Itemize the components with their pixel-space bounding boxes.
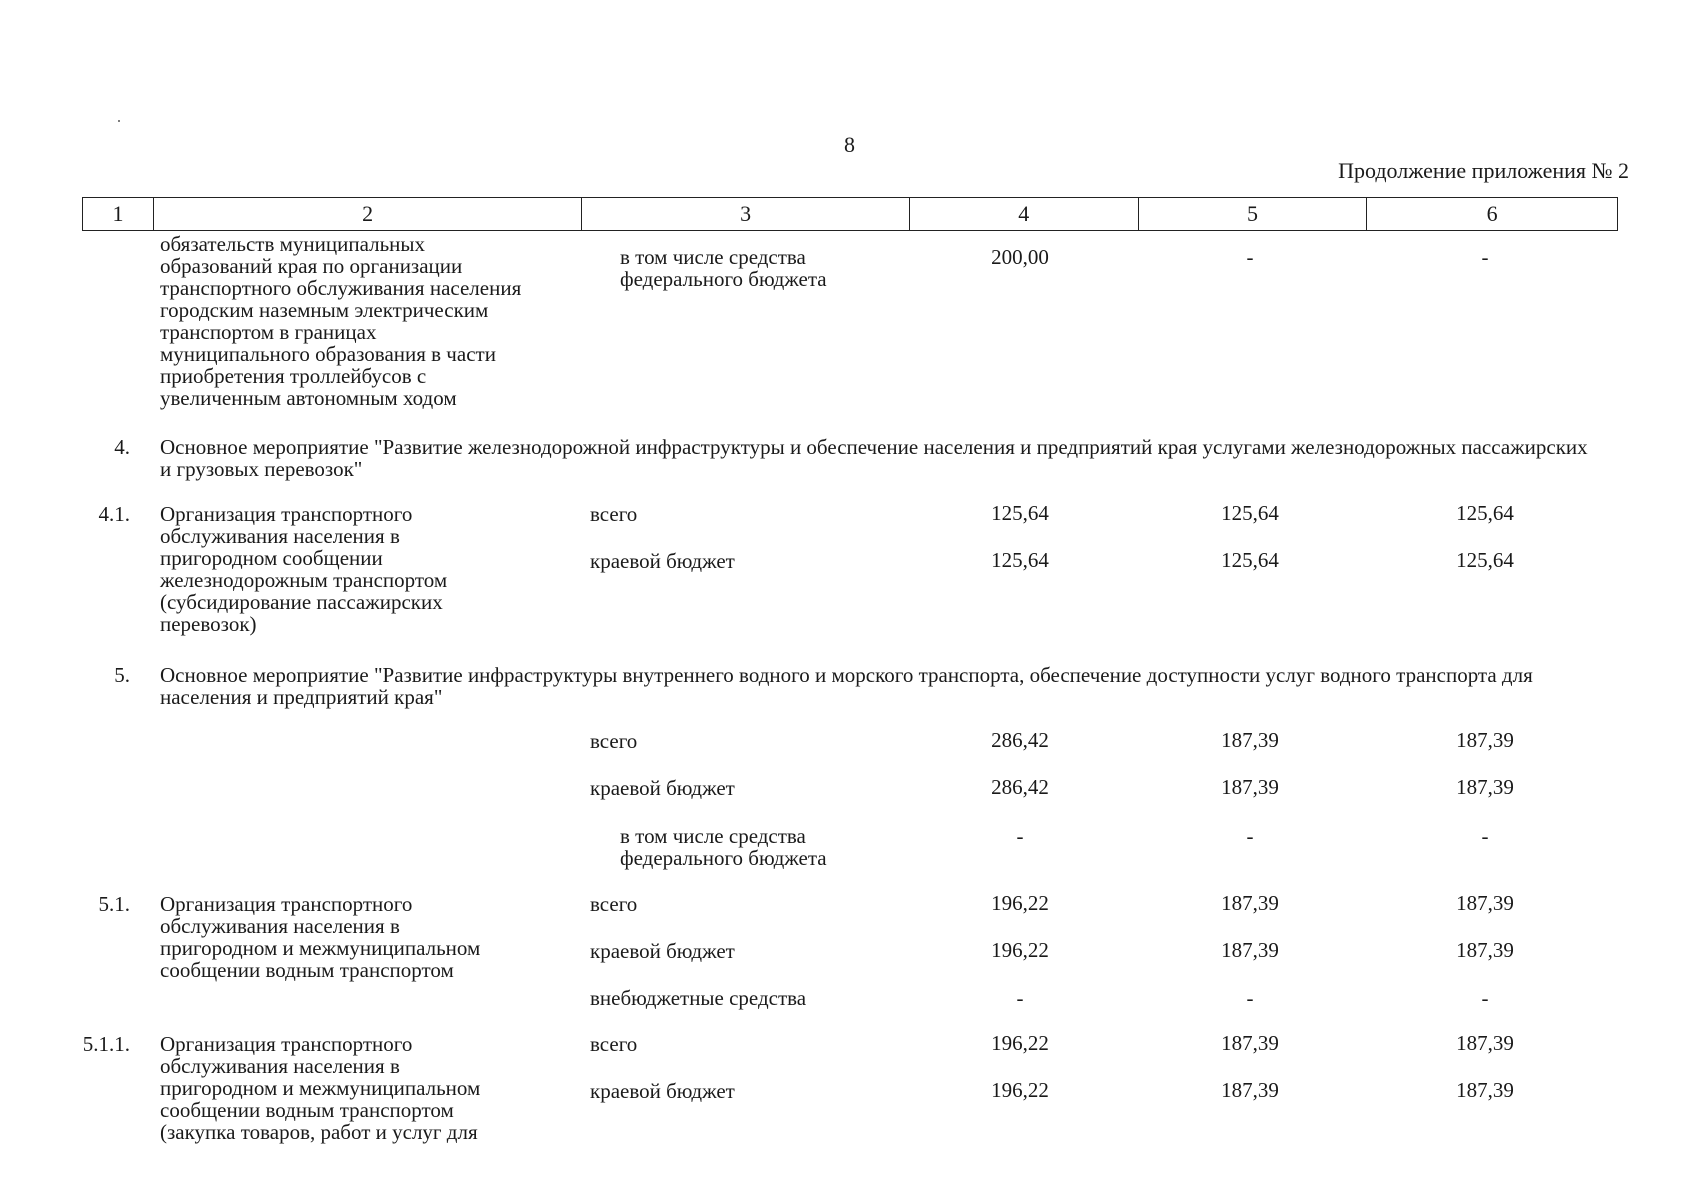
value-col-6: 187,39 — [1456, 938, 1514, 962]
value-col-6: 187,39 — [1456, 775, 1514, 799]
row-number: 5.1.1. — [82, 1032, 130, 1056]
row-description — [160, 503, 580, 635]
funding-source — [620, 246, 827, 290]
row-description — [160, 893, 580, 981]
description-line: Организация транспортного — [160, 502, 413, 526]
value-col-6: - — [1481, 986, 1489, 1010]
description-line: (закупка товаров, работ и услуг для — [160, 1120, 478, 1144]
description-line: транспортного обслуживания населения — [160, 276, 522, 300]
row-description — [160, 1033, 580, 1143]
value-col-6: 125,64 — [1456, 548, 1514, 572]
value-col-5: 187,39 — [1221, 728, 1279, 752]
funding-source: краевой бюджет — [590, 939, 735, 963]
value-col-5: 187,39 — [1221, 1078, 1279, 1102]
description-line: транспортом в границах — [160, 320, 377, 344]
description-line: обслуживания населения в — [160, 1054, 400, 1078]
description-line: увеличенным автономным ходом — [160, 386, 457, 410]
value-col-4: 286,42 — [991, 775, 1049, 799]
value-col-5: 125,64 — [1221, 501, 1279, 525]
value-col-6: 125,64 — [1456, 501, 1514, 525]
description-line: обязательств муниципальных — [160, 232, 426, 256]
value-col-5: 187,39 — [1221, 891, 1279, 915]
value-col-4: - — [1016, 824, 1024, 848]
description-line: пригородном сообщении — [160, 546, 383, 570]
funding-source: всего — [590, 729, 638, 753]
header-col-1: 1 — [112, 201, 124, 226]
value-col-6: 187,39 — [1456, 891, 1514, 915]
row-description — [160, 233, 580, 409]
section-heading: Основное мероприятие "Развитие железнодорожной инфраструктуры и обеспечение населения и предприятий края услугами железнодорожных пассажирских и грузовых перевозок" — [160, 435, 1588, 481]
description-line: муниципального образования в части — [160, 342, 496, 366]
table-header-row — [82, 197, 1618, 231]
funding-source: краевой бюджет — [590, 776, 735, 800]
description-line: обслуживания населения в — [160, 914, 400, 938]
funding-source: всего — [590, 892, 638, 916]
funding-source: краевой бюджет — [590, 549, 735, 573]
value-col-4: 125,64 — [991, 501, 1049, 525]
description-line: железнодорожным транспортом — [160, 568, 448, 592]
value-col-4: - — [1016, 986, 1024, 1010]
description-line: сообщении водным транспортом — [160, 958, 454, 982]
funding-source: внебюджетные средства — [590, 986, 807, 1010]
header-col-2: 2 — [153, 198, 581, 230]
section-heading: Основное мероприятие "Развитие инфраструктуры внутреннего водного и морского транспорта, обеспечение доступности услуг водного транспорта для населения и предприятий края" — [160, 663, 1533, 709]
description-line: Организация транспортного — [160, 892, 413, 916]
description-line: пригородном и межмуниципальном — [160, 1076, 481, 1100]
value-col-6: 187,39 — [1456, 1078, 1514, 1102]
row-number: 4.1. — [98, 502, 130, 526]
value-col-5: 187,39 — [1221, 775, 1279, 799]
description-line: приобретения троллейбусов с — [160, 364, 427, 388]
value-col-4: 200,00 — [991, 245, 1049, 269]
header-col-3: 3 — [581, 198, 909, 230]
scan-speck — [118, 120, 120, 122]
value-col-6: 187,39 — [1456, 1031, 1514, 1055]
source-line: в том числе средства — [620, 245, 806, 269]
funding-source: краевой бюджет — [590, 1079, 735, 1103]
value-col-4: 125,64 — [991, 548, 1049, 572]
value-col-4: 196,22 — [991, 1031, 1049, 1055]
value-col-4: 286,42 — [991, 728, 1049, 752]
value-col-6: - — [1481, 824, 1489, 848]
description-line: (субсидирование пассажирских — [160, 590, 443, 614]
description-line: городским наземным электрическим — [160, 298, 489, 322]
row-number: 4. — [114, 435, 130, 459]
description-line: Организация транспортного — [160, 1032, 413, 1056]
value-col-5: - — [1246, 986, 1254, 1010]
value-col-5: 125,64 — [1221, 548, 1279, 572]
source-line: федерального бюджета — [620, 267, 827, 291]
funding-source: всего — [590, 502, 638, 526]
header-col-5: 5 — [1138, 198, 1367, 230]
header-col-6: 6 — [1366, 198, 1617, 230]
funding-source: в том числе средства федерального бюджета — [620, 824, 827, 870]
value-col-5: - — [1246, 245, 1254, 269]
description-line: пригородном и межмуниципальном — [160, 936, 481, 960]
description-line: обслуживания населения в — [160, 524, 400, 548]
value-col-4: 196,22 — [991, 891, 1049, 915]
value-col-6: - — [1481, 245, 1489, 269]
value-col-4: 196,22 — [991, 938, 1049, 962]
value-col-4: 196,22 — [991, 1078, 1049, 1102]
description-line: образований края по организации — [160, 254, 463, 278]
value-col-5: 187,39 — [1221, 1031, 1279, 1055]
page-number: 8 — [844, 132, 855, 157]
value-col-5: 187,39 — [1221, 938, 1279, 962]
funding-source: всего — [590, 1032, 638, 1056]
value-col-5: - — [1246, 824, 1254, 848]
continuation-label: Продолжение приложения № 2 — [1338, 158, 1629, 183]
header-col-4: 4 — [909, 198, 1138, 230]
row-number: 5. — [114, 663, 130, 687]
value-col-6: 187,39 — [1456, 728, 1514, 752]
row-number: 5.1. — [98, 892, 130, 916]
description-line: сообщении водным транспортом — [160, 1098, 454, 1122]
description-line: перевозок) — [160, 612, 257, 636]
